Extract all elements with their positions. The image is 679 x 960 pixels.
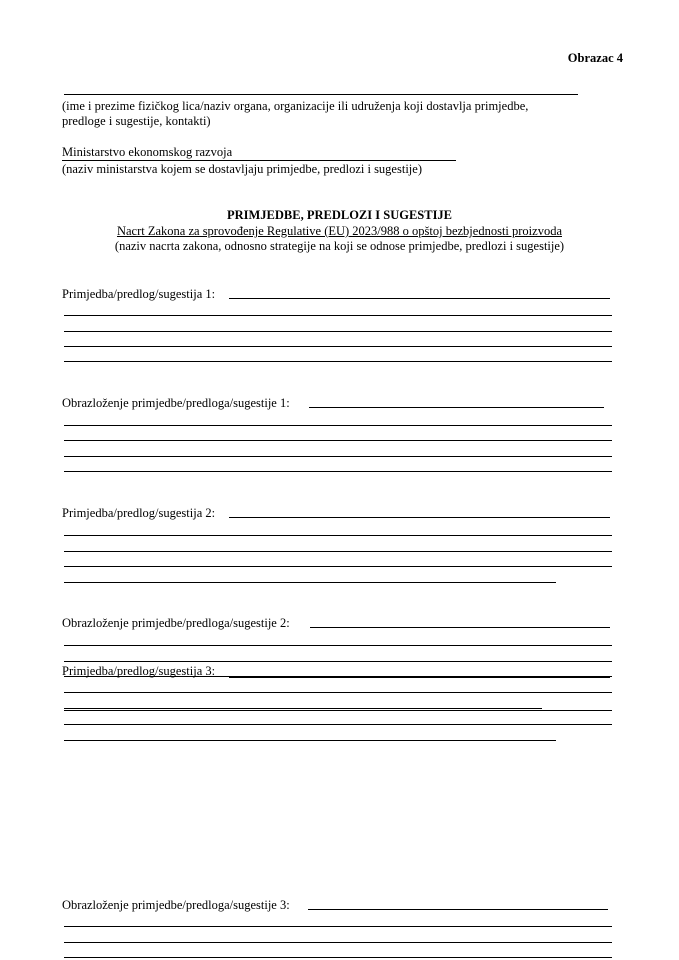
section-5-line-1[interactable] <box>64 692 612 693</box>
section-1-line-3[interactable] <box>64 346 612 347</box>
section-3-line-1[interactable] <box>64 535 612 536</box>
section-6-line-2[interactable] <box>64 942 612 943</box>
section-3-line-4[interactable] <box>64 582 556 583</box>
section-4-inline-line[interactable] <box>310 627 610 628</box>
section-4-line-2[interactable] <box>64 661 612 662</box>
section-3-inline-line[interactable] <box>229 517 610 518</box>
section-5-inline-line[interactable] <box>229 677 610 678</box>
section-1-line-1[interactable] <box>64 315 612 316</box>
section-1-inline-line[interactable] <box>229 298 610 299</box>
section-3-line-2[interactable] <box>64 551 612 552</box>
section-2-line-4[interactable] <box>64 471 612 472</box>
document-title: PRIMJEDBE, PREDLOZI I SUGESTIJE <box>226 208 453 222</box>
section-2-label: Obrazloženje primjedbe/predloga/sugestije 1: <box>62 396 290 410</box>
section-3-line-3[interactable] <box>64 566 612 567</box>
ministry-name: Ministarstvo ekonomskog razvoja <box>62 145 233 159</box>
submitter-input-line[interactable] <box>64 94 578 95</box>
form-number: Obrazac 4 <box>567 51 623 65</box>
section-1-label: Primjedba/predlog/sugestija 1: <box>62 287 216 301</box>
section-1-line-4[interactable] <box>64 361 612 362</box>
section-6-inline-line[interactable] <box>308 909 608 910</box>
section-2-line-2[interactable] <box>64 440 612 441</box>
section-5-line-4[interactable] <box>64 740 556 741</box>
section-5-line-2a[interactable] <box>64 708 542 709</box>
section-5-line-3[interactable] <box>64 724 612 725</box>
section-3-label: Primjedba/predlog/sugestija 2: <box>62 506 216 520</box>
draft-law-name: Nacrt Zakona za sprovođenje Regulative (EU) 2023/988 o opštoj bezbjednosti proizvoda <box>116 224 562 238</box>
ministry-line <box>62 160 456 161</box>
section-1-line-2[interactable] <box>64 331 612 332</box>
section-6-label: Obrazloženje primjedbe/predloga/sugestije 3: <box>62 898 290 912</box>
section-4-line-1[interactable] <box>64 645 612 646</box>
draft-law-caption: (naziv nacrta zakona, odnosno strategije na koji se odnose primjedbe, predlozi i sugestije) <box>114 239 565 253</box>
submitter-caption-2: predloge i sugestije, kontakti) <box>62 114 211 128</box>
section-5-label: Primjedba/predlog/sugestija 3: <box>62 664 216 678</box>
section-6-line-1[interactable] <box>64 926 612 927</box>
section-2-line-3[interactable] <box>64 456 612 457</box>
section-2-inline-line[interactable] <box>309 407 604 408</box>
ministry-caption: (naziv ministarstva kojem se dostavljaju primjedbe, predlozi i sugestije) <box>62 162 422 176</box>
section-5-line-2b[interactable] <box>64 710 612 711</box>
section-6-line-3[interactable] <box>64 957 612 958</box>
submitter-caption-1: (ime i prezime fizičkog lica/naziv organa, organizacije ili udruženja koji dostavlja primjedbe, <box>62 99 529 113</box>
section-4-label: Obrazloženje primjedbe/predloga/sugestije 2: <box>62 616 290 630</box>
section-2-line-1[interactable] <box>64 425 612 426</box>
